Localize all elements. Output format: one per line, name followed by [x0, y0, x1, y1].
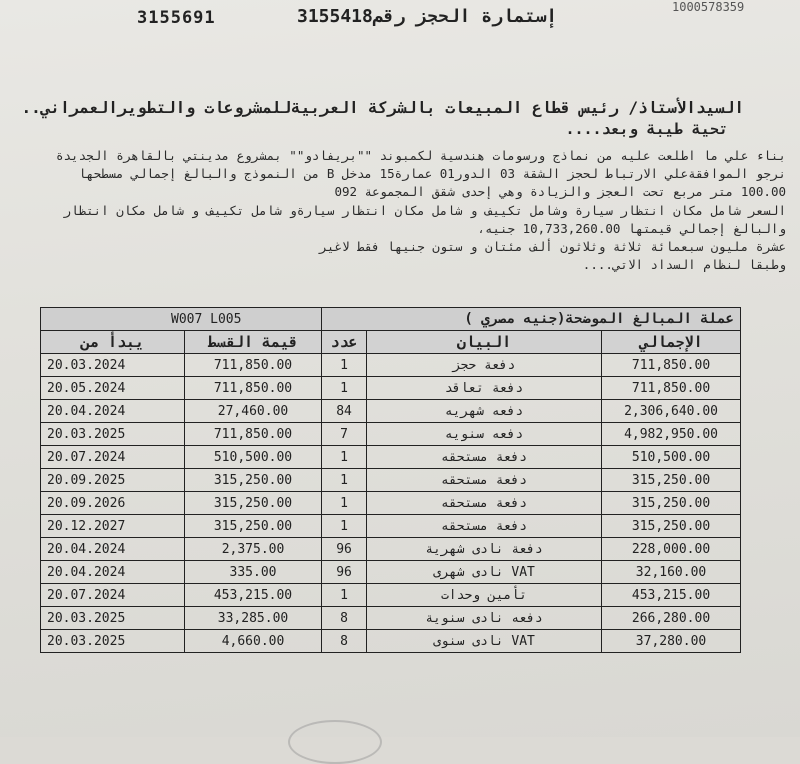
row-total: 315,250.00 [602, 515, 741, 538]
body-line: نرجو الموافقةعلي الارتباط لحجز الشقة 03 الدور01 عمارة15 مدخل B من النموذج والبالغ إجمالي مسطحها [78, 166, 786, 181]
table-row [41, 492, 741, 515]
payment-schedule-table [40, 307, 741, 653]
row-start-date: 20.12.2027 [41, 515, 185, 538]
row-total: 2,306,640.00 [602, 400, 741, 423]
body-line: عشرة مليون سبعمائة ثلاثة وثلاثون ألف مئتان و ستون جنيها فقط لاغير [319, 239, 786, 254]
row-start-date: 20.03.2025 [41, 607, 185, 630]
row-description: دفعة مستحقه [367, 515, 602, 538]
document-number: 1000578359 [672, 0, 745, 14]
row-count: 8 [322, 630, 367, 653]
row-count: 1 [322, 354, 367, 377]
seal-stamp [288, 720, 382, 764]
table-row [41, 400, 741, 423]
table-row [41, 515, 741, 538]
row-description: دفعه نادى سنوية [367, 607, 602, 630]
row-count: 7 [322, 423, 367, 446]
table-row [41, 561, 741, 584]
form-title: إستمارة الحجز رقم3155418 [297, 6, 558, 27]
row-count: 8 [322, 607, 367, 630]
row-start-date: 20.04.2024 [41, 400, 185, 423]
body-line: السعر شامل مكان انتظار سيارة وشامل تكييف و شامل مكان انتظار سيارةو شامل تكييف و شامل مكان انتظار [63, 203, 786, 218]
header-installment-value: قيمة القسط [185, 331, 322, 354]
row-description: دفعة مستحقه [367, 446, 602, 469]
table-row [41, 607, 741, 630]
row-count: 96 [322, 538, 367, 561]
row-installment-value: 315,250.00 [185, 492, 322, 515]
row-description: دفعة تعاقد [367, 377, 602, 400]
row-description: دفعة نادى شهرية [367, 538, 602, 561]
table-row [41, 584, 741, 607]
row-installment-value: 315,250.00 [185, 469, 322, 492]
row-count: 96 [322, 561, 367, 584]
table-row [41, 469, 741, 492]
row-installment-value: 711,850.00 [185, 423, 322, 446]
row-installment-value: 27,460.00 [185, 400, 322, 423]
body-line: بناء علي ما اطلعت عليه من نماذج ورسومات هندسية لكمبوند ""بريفادو"" بمشروع مدينتي بالقاهرة الجديدة [56, 148, 786, 163]
body-line: والبالغ إجمالي قيمتها 10,733,260.00 جنيه، [477, 221, 786, 236]
booking-number: 3155691 [137, 8, 216, 28]
row-count: 1 [322, 446, 367, 469]
body-line: 100.00 متر مربع تحت العجز والزيادة وهي إحدى شقق المجموعة 092 [334, 184, 786, 199]
row-count: 1 [322, 492, 367, 515]
row-count: 1 [322, 377, 367, 400]
body-line: وطبقا لنظام السداد الاتي.... [582, 257, 786, 272]
row-count: 1 [322, 515, 367, 538]
currency-label: عملة المبالغ الموضحة(جنيه مصري ) [322, 308, 741, 331]
row-installment-value: 315,250.00 [185, 515, 322, 538]
table-row [41, 538, 741, 561]
row-start-date: 20.09.2025 [41, 469, 185, 492]
row-total: 37,280.00 [602, 630, 741, 653]
table-row [41, 354, 741, 377]
unit-codes: W007 L005 [41, 308, 322, 331]
header-total: الإجمالي [602, 331, 741, 354]
table-row [41, 377, 741, 400]
row-total: 711,850.00 [602, 377, 741, 400]
row-description: دفعة مستحقه [367, 492, 602, 515]
row-description: دفعه شهريه [367, 400, 602, 423]
row-installment-value: 453,215.00 [185, 584, 322, 607]
table-header-row [41, 331, 741, 354]
row-total: 266,280.00 [602, 607, 741, 630]
row-description: دفعه سنويه [367, 423, 602, 446]
table-body [41, 354, 741, 653]
row-description: دفعة حجز [367, 354, 602, 377]
row-total: 4,982,950.00 [602, 423, 741, 446]
row-installment-value: 711,850.00 [185, 377, 322, 400]
row-installment-value: 711,850.00 [185, 354, 322, 377]
row-count: 1 [322, 584, 367, 607]
row-description: دفعة مستحقه [367, 469, 602, 492]
row-start-date: 20.03.2025 [41, 423, 185, 446]
row-start-date: 20.05.2024 [41, 377, 185, 400]
table-title-row [41, 308, 741, 331]
header-start-date: يبدأ من [41, 331, 185, 354]
addressee-line: السيدالأستاذ/ رئيس قطاع المبيعات بالشركة العربيةللمشروعات والتطويرالعمراني.. [21, 98, 744, 117]
table-row [41, 630, 741, 653]
row-start-date: 20.07.2024 [41, 446, 185, 469]
row-start-date: 20.04.2024 [41, 561, 185, 584]
row-installment-value: 335.00 [185, 561, 322, 584]
row-description: تأمين وحدات [367, 584, 602, 607]
row-start-date: 20.04.2024 [41, 538, 185, 561]
row-total: 711,850.00 [602, 354, 741, 377]
row-installment-value: 4,660.00 [185, 630, 322, 653]
row-start-date: 20.03.2024 [41, 354, 185, 377]
header-count: عدد [322, 331, 367, 354]
row-installment-value: 33,285.00 [185, 607, 322, 630]
row-start-date: 20.03.2025 [41, 630, 185, 653]
row-start-date: 20.07.2024 [41, 584, 185, 607]
row-total: 315,250.00 [602, 469, 741, 492]
greeting-line: تحية طيبة وبعد.... [565, 120, 728, 138]
row-total: 32,160.00 [602, 561, 741, 584]
header-description: البيان [367, 331, 602, 354]
row-description: VAT نادى شهرى [367, 561, 602, 584]
row-total: 510,500.00 [602, 446, 741, 469]
row-total: 453,215.00 [602, 584, 741, 607]
table-row [41, 423, 741, 446]
row-total: 228,000.00 [602, 538, 741, 561]
row-count: 84 [322, 400, 367, 423]
row-installment-value: 510,500.00 [185, 446, 322, 469]
row-installment-value: 2,375.00 [185, 538, 322, 561]
row-total: 315,250.00 [602, 492, 741, 515]
row-description: VAT نادى سنوى [367, 630, 602, 653]
table-row [41, 446, 741, 469]
row-start-date: 20.09.2026 [41, 492, 185, 515]
row-count: 1 [322, 469, 367, 492]
